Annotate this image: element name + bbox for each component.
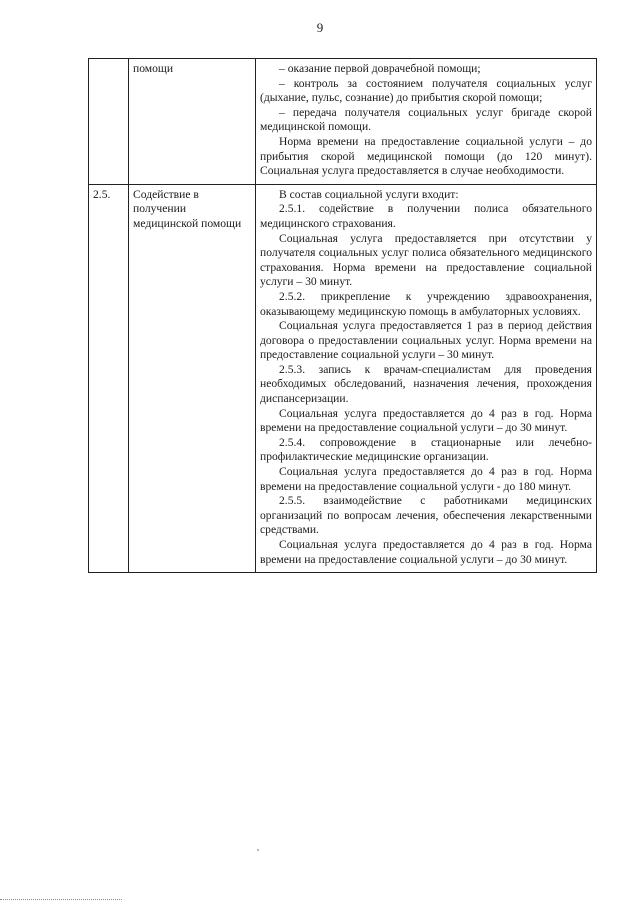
description-paragraph: 2.5.1. содействие в получении полиса обязательного медицинского страхования.	[260, 202, 592, 230]
description-paragraph: 2.5.2. прикрепление к учреждению здравоохранения, оказывающему медицинскую помощь в амбулаторных условиях.	[260, 289, 592, 318]
table-row	[89, 184, 597, 572]
description-paragraph: – передача получателя социальных услуг бригаде скорой медицинской помощи.	[260, 105, 592, 134]
description-paragraph: Социальная услуга предоставляется до 4 раз в год. Норма времени на предоставление социальной услуги - до 180 минут.	[260, 465, 592, 493]
description-paragraph: В состав социальной услуги входит:	[279, 187, 459, 201]
scan-speck	[257, 849, 259, 851]
service-description-cell	[256, 59, 597, 185]
description-paragraph: – оказание первой доврачебной помощи;	[279, 62, 481, 75]
description-paragraph: Социальная услуга предоставляется при отсутствии у получателя социальных услуг полиса обязательного медицинского страхования. Норма времени на предоставление социальной услуги – 30 минут.	[260, 231, 592, 289]
services-table	[88, 58, 597, 573]
row-number-cell	[89, 59, 129, 185]
description-paragraph: – контроль за состоянием получателя социальных услуг (дыхание, пульс, сознание) до прибытия скорой помощи;	[260, 76, 592, 105]
description-paragraph: Социальная услуга предоставляется 1 раз в период действия договора о предоставлении социальных услуг. Норма времени на предоставление социальной услуги – 30 минут.	[260, 319, 592, 362]
description-paragraph: 2.5.5. взаимодействие с работниками медицинских организаций по вопросам лечения, обеспечения лекарственными средствами.	[260, 494, 592, 537]
service-description-cell	[256, 184, 597, 572]
description-paragraph: 2.5.4. сопровождение в стационарные или лечебно-профилактические медицинские организации.	[260, 435, 592, 464]
row-number-cell: 2.5.	[89, 184, 129, 572]
page-number: 9	[316, 20, 324, 35]
description-paragraph: Норма времени на предоставление социальной услуги – до прибытия скорой медицинской помощи (до 120 минут). Социальная услуга предоставляется в случае необходимости.	[260, 134, 592, 178]
table-row	[89, 59, 597, 185]
description-paragraph: Социальная услуга предоставляется до 4 раз в год. Норма времени на предоставление социальной услуги – до 30 минут.	[260, 406, 592, 435]
service-name-cell: помощи	[129, 59, 256, 185]
description-paragraph: 2.5.3. запись к врачам-специалистам для проведения необходимых обследований, назначения лечения, прохождения диспансеризации.	[260, 362, 592, 406]
footnote-separator	[0, 899, 122, 900]
service-name-cell: Содействие в получении медицинской помощи	[129, 184, 256, 572]
description-paragraph: Социальная услуга предоставляется до 4 раз в год. Норма времени на предоставление социальной услуги – до 30 минут.	[260, 538, 592, 566]
